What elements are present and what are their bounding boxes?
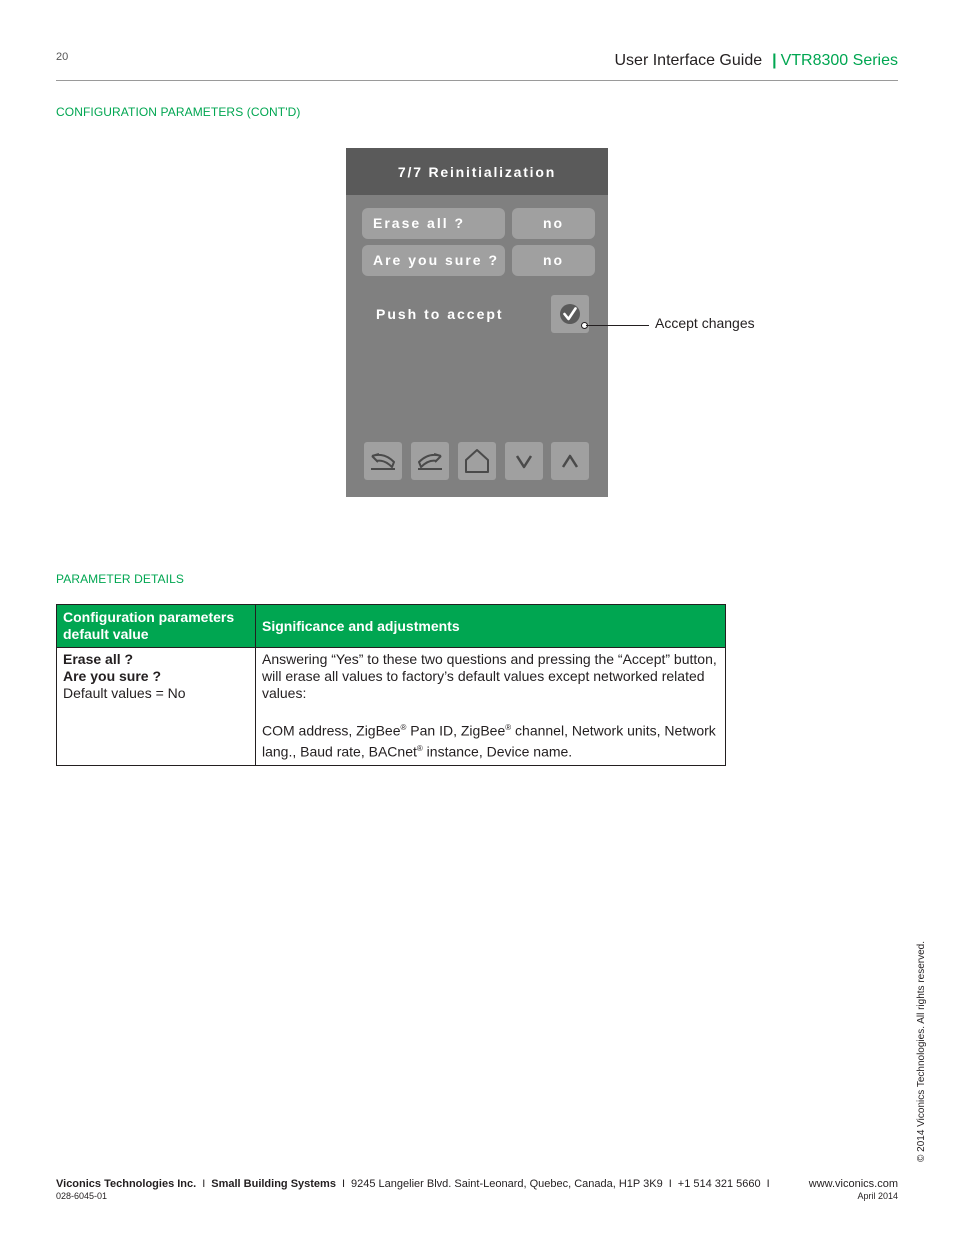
registered-mark: ® <box>505 723 512 732</box>
footer-separator: I <box>202 1178 206 1190</box>
footer-address: 9245 Langelier Blvd. Saint-Leonard, Quebec, Canada, H1P 3K9 <box>351 1178 663 1190</box>
excluded-values-part: channel, Network units, Network lang., Baud rate, BACnet <box>262 722 716 760</box>
table-row <box>57 648 726 766</box>
footer-separator: I <box>668 1178 672 1190</box>
excluded-values-text <box>262 719 719 762</box>
footer-phone: +1 514 321 5660 <box>677 1178 761 1190</box>
home-button[interactable] <box>458 442 496 480</box>
are-you-sure-value[interactable]: no <box>512 245 595 276</box>
footer-separator: I <box>341 1178 346 1190</box>
footer-doc-number: 028-6045-01 <box>56 1191 108 1201</box>
footer-division: Small Building Systems <box>211 1178 336 1190</box>
chevron-down-icon <box>505 442 543 480</box>
screen-title: 7/7 Reinitialization <box>397 164 557 180</box>
significance-text: Answering “Yes” to these two questions and pressing the “Accept” button, will erase all values to factory’s default values except networked related values: <box>262 651 717 701</box>
are-you-sure-label: Are you sure ? <box>362 245 505 276</box>
table-header-row <box>57 605 726 648</box>
thermostat-screen <box>346 148 608 497</box>
erase-all-value[interactable]: no <box>512 208 595 239</box>
series-name: VTR8300 Series <box>780 52 898 69</box>
parameter-cell <box>57 648 256 766</box>
down-button[interactable] <box>505 442 543 480</box>
guide-title: User Interface Guide <box>614 52 763 69</box>
callout-accept-changes: Accept changes <box>655 315 755 331</box>
param-default-value: Default values = No <box>63 685 186 701</box>
excluded-values-part: COM address, ZigBee <box>262 722 401 739</box>
title-separator: | <box>772 52 777 69</box>
registered-mark: ® <box>400 723 407 732</box>
undo-button[interactable] <box>364 442 402 480</box>
section-heading-config: CONFIGURATION PARAMETERS (CONT'D) <box>56 105 301 119</box>
footer-date: April 2014 <box>857 1191 898 1201</box>
callout-line <box>586 325 649 326</box>
document-title <box>615 52 899 70</box>
param-are-you-sure: Are you sure ? <box>63 668 162 684</box>
excluded-values-part: Pan ID, ZigBee <box>406 722 506 739</box>
push-to-accept-label: Push to accept <box>376 306 504 322</box>
section-heading-parameter-details: PARAMETER DETAILS <box>56 572 184 586</box>
erase-all-label: Erase all ? <box>362 208 505 239</box>
redo-icon <box>411 442 449 480</box>
significance-cell <box>256 648 726 766</box>
copyright-notice: © 2014 Viconics Technologies. All rights reserved. <box>916 940 927 1162</box>
header-rule <box>56 80 898 81</box>
undo-icon <box>364 442 402 480</box>
table-header-parameters: Configuration parameters default value <box>57 605 256 648</box>
footer-company: Viconics Technologies Inc. <box>56 1178 197 1190</box>
parameter-table <box>56 604 726 766</box>
up-button[interactable] <box>551 442 589 480</box>
footer-website[interactable]: www.viconics.com <box>808 1178 898 1190</box>
redo-button[interactable] <box>411 442 449 480</box>
footer-contact <box>56 1178 776 1190</box>
home-icon <box>458 442 496 480</box>
registered-mark: ® <box>416 743 423 753</box>
param-erase-all: Erase all ? <box>63 651 134 667</box>
table-header-significance: Significance and adjustments <box>256 605 726 648</box>
footer-separator: I <box>766 1178 770 1190</box>
excluded-values-part: instance, Device name. <box>422 743 573 760</box>
chevron-up-icon <box>551 442 589 480</box>
page-number: 20 <box>56 51 69 63</box>
